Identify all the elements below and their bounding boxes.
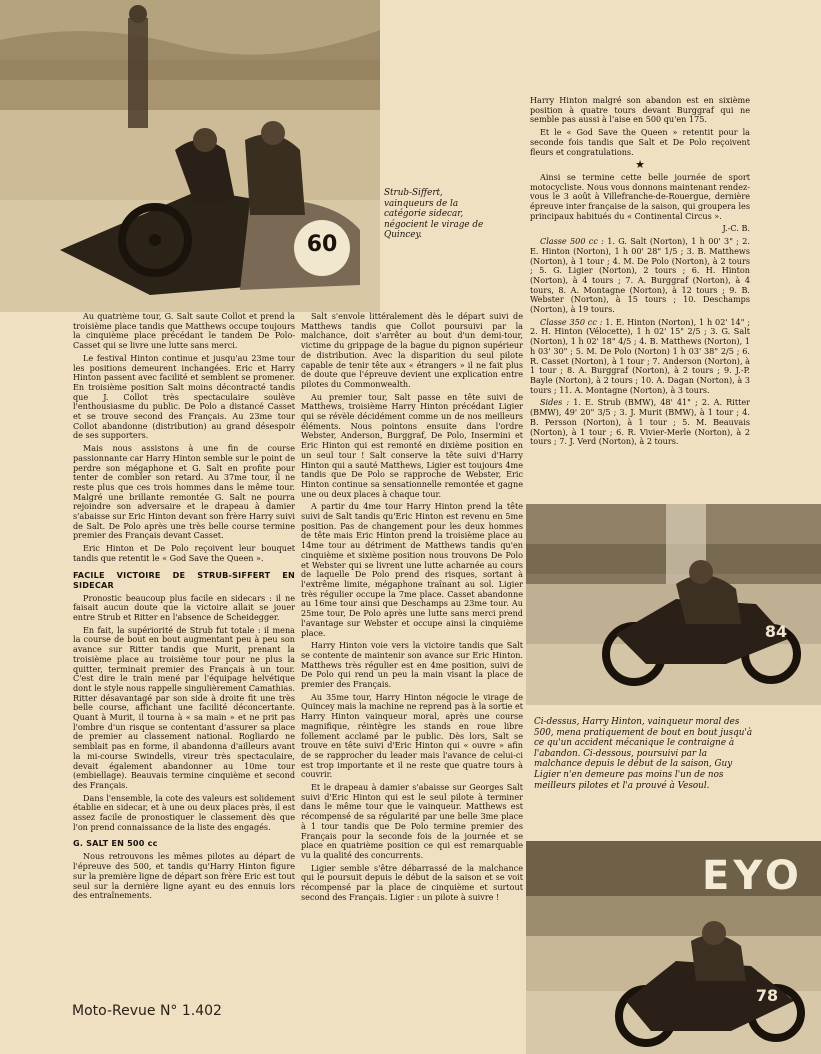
results-500cc (530, 237, 750, 315)
paragraph: Ainsi se termine cette belle journée de sport motocycliste. Nous vous donnons maintenant rendez-vous le 3 août à Villefranche-de-Rouergue, dernière épreuve inter française de la saison, qui groupera les principaux habitués du « Continental Circus ». (530, 171, 750, 221)
paragraph: Dans l'ensemble, la cote des valeurs est solidement établie en sidecar, et à une ou deux places près, il est assez facile de pronostiquer le classement dès que l'on prend connaissance de la liste des engagés. (73, 792, 295, 832)
article-column-2 (301, 312, 523, 1002)
hinton-ligier-caption: Ci-dessus, Harry Hinton, vainqueur moral des 500, mena pratiquement de bout en bout jusqu'à ce qu'un accident mécanique le contraigne à l'abandon. Ci-dessous, poursuivi par la malchance depuis le début de la saison, Guy Ligier n'en demeure pas moins l'un de nos meilleurs pilotes et l'a prouvé à Vesoul. (534, 717, 753, 791)
paragraph: Et le drapeau à damier s'abaisse sur Georges Salt suivi d'Eric Hinton qui est le seul pilote à terminer dans le même tour que le vainqueur. Matthews est récompensé de sa régularité par une belle 3me place à 1 tour tandis que De Polo termine premier des Français pour la seconde fois de la journée et se place en quatrième position ce qui est remarquable vu la qualité des concurrents. (301, 782, 523, 860)
hinton-number: 84 (764, 622, 788, 641)
paragraph: Au quatrième tour, G. Salt saute Collot et prend la troisième place tandis que Matthews occupe toujours la cinquième place précédant le tandem De Polo-Casset qui se livre une lutte sans merci. (73, 312, 295, 351)
paragraph: En fait, la supériorité de Strub fut totale : il mena la course de bout en bout augmentant peu à peu son avance sur Ritter tandis que Murit, prenant la troisième place au troisième tour pour ne plus la quitter, terminait premier des Français à un tour. C'est dire le train mené par l'équipage helvétique dont le style nous rappelle singulièrement Camathias. Ritter désavantagé par son side à droite fit une très belle course, affichant une facilité déconcertante. Quant à Murit, il tourna à « sa main » et ne prit pas l'ombre d'un risque se contentant d'assurer sa place de premier au classement national. Rogliardo ne semblait pas en forme, il abandonna d'ailleurs avant la mi-course Swindells, vireur très spectaculaire, devait également abandonner au 10me tour (embiellage). Beauvais termine cinquième et second des Français. (73, 624, 295, 790)
paragraph: Au 35me tour, Harry Hinton négocie le virage de Quincey mais la machine ne reprend pas à la sortie et Harry Hinton vainqueur moral, après une course magnifique, réintègre les stands en roue libre follement acclamé par le public. Dès lors, Salt se trouve en tête suivi d'Eric Hinton qui « ouvre » afin de se rapprocher du leader mais l'avance de celui-ci est trop importante et il ne reste que quatre tours à couvrir. (301, 691, 523, 780)
section-heading-500cc: G. SALT EN 500 cc (73, 838, 158, 849)
paragraph: Eric Hinton et De Polo reçoivent leur bouquet tandis que retentit le « God Save the Queen ». (73, 543, 295, 563)
results-class-label: Classe 500 cc : (540, 236, 604, 247)
sidecar-photo (0, 0, 380, 312)
section-heading-sidecar: FACILE VICTOIRE DE STRUB-SIFFERT EN SIDECAR (73, 569, 295, 590)
article-column-1 (73, 312, 295, 1000)
author-signature: J.-C. B. (722, 223, 750, 234)
paragraph: Et le « God Save the Queen » retentit pour la seconde fois tandis que Salt et De Polo reçoivent fleurs et congratulations. (530, 127, 750, 157)
paragraph: Le festival Hinton continue et jusqu'au 23me tour les positions demeurent inchangées. Eric et Harry Hinton passent avec facilité et semblent se promener. En troisième position Salt moins décontracté tandis que J. Collot très spectaculaire soulève l'enthousiasme du public. De Polo a distancé Casset et se trouve second des Français. Au 23me tour Collot abandonne (distribution) au grand désespoir de ses supporters. (73, 352, 295, 441)
hinton-photo (526, 504, 821, 705)
results-sides (530, 398, 750, 447)
paragraph: A partir du 4me tour Harry Hinton prend la tête suivi de Salt tandis qu'Eric Hinton est revenu en 5me position. Pas de changement pour les deux hommes de tête mais Eric Hinton prend la troisième place au 14me tour au détriment de Matthews tandis qu'en cinquième et sixième position nous trouvons De Polo et Webster qui se livrent une lutte acharnée au cours de laquelle De Polo prend des risques, sortant à l'extrême limite, mégaphone traînant au sol. Ligier très régulier occupe la 7me place. Casset abandonne au 16me tour ainsi que Deschamps au 23me tour. Au 25me tour, De Polo après une lutte sans merci prend l'avantage sur Webster et occupe ainsi la cinquième place. (301, 501, 523, 638)
results-class-label: Classe 350 cc : (540, 316, 603, 327)
paragraph: Salt s'envole littéralement dès le départ suivi de Matthews tandis que Collot poursuivi par la malchance, doit s'arrêter au bout d'un demi-tour, victime du grippage de la bague du pignon supérieur de distribution. Avec la disparition du seul pilote capable de tenir tête aux « étrangers » il ne fait plus de doute que l'épreuve devient une explication entre pilotes du Commonwealth. (301, 312, 523, 389)
results-text: 1. E. Hinton (Norton), 1 h 02' 14" ; 2. H. Hinton (Vélocette), 1 h 02' 15" 2/5 ; 3. G. Salt (Norton), 1 h 02' 18" 4/5 ; 4. B. Matthews (Norton), 1 h 03' 30" ; 5. M. De Polo (Norton) 1 h 03' 38" 2/5 ; 6. R. Casset (Norton), à 1 tour ; 7. Anderson (Norton), à 1 tour ; 8. A. Burggraf (Norton), à 2 tours ; 9. J.-P. Bayle (Norton), à 2 tours ; 10. A. Dagan (Norton), à 3 tours ; 11. A. Montagne (Norton), à 3 tours. (530, 316, 750, 395)
star-separator: ★ (635, 158, 645, 172)
paragraph: Mais nous assistons à une fin de course passionnante car Harry Hinton semble sur le point de perdre son mégaphone et G. Salt en profite pour tenter de combler son retard. Au 37me tour, il ne reste plus que ces trois hommes dans le même tour. Malgré une brillante remontée G. Salt ne pourra rejoindre son adversaire et le drapeau à damier s'abaisse sur Eric Hinton devant son frère Harry suivi de Salt. De Polo après une très belle course termine premier des Français devant Casset. (73, 443, 295, 541)
paragraph: Harry Hinton malgré son abandon est en sixième position à quatre tours devant Burggraf qui ne semble pas aussi à l'aise en 500 qu'en 175. (530, 96, 750, 125)
results-text: 1. G. Salt (Norton), 1 h 00' 3" ; 2. E. Hinton (Norton), 1 h 00' 28" 1/5 ; 3. B. Matthews (Norton), à 1 tour ; 4. M. De Polo (Norton), à 2 tours ; 5. G. Ligier (Norton), 2 tours ; 6. H. Hinton (Norton), à 4 tours ; 7. A. Burggraf (Norton), à 4 tours, 8. A. Montagne (Norton), à 12 tours ; 9. B. Webster (Norton), à 15 tours ; 10. Deschamps (Norton), à 19 tours. (530, 236, 750, 315)
ligier-photo (526, 841, 821, 1054)
paragraph: Nous retrouvons les mêmes pilotes au départ de l'épreuve des 500, et tandis qu'Harry Hinton figure sur la première ligne de départ son frère Eric est tout seul sur la dernière ligne ayant eu des ennuis lors des entraînements. (73, 851, 295, 901)
banner-text: EYO (702, 853, 803, 899)
page-footer: Moto-Revue N° 1.402 (72, 1003, 222, 1019)
paragraph: Harry Hinton voie vers la victoire tandis que Salt se contente de maintenir son avance sur Eric Hinton. Matthews très régulier est en 4me position, suivi de De Polo qui rend un peu la main visant la place de premier des Français. (301, 640, 523, 690)
results-class-label: Sides : (540, 397, 570, 408)
results-350cc (530, 318, 750, 396)
paragraph: Pronostic beaucoup plus facile en sidecars : il ne faisait aucun doute que la victoire allait se jouer entre Strub et Ritter en l'absence de Scheidegger. (73, 592, 295, 622)
paragraph: Au premier tour, Salt passe en tête suivi de Matthews, troisième Harry Hinton précédant Ligier qui se révèle décidément comme un de nos meilleurs éléments. Nous pointons ensuite dans l'ordre Webster, Anderson, Burggraf, De Polo, Insermini et Eric Hinton qui est remonté en dixième position en un seul tour ! Salt conserve la tête suivi d'Harry Hinton qui a sauté Matthews, Ligier est toujours 4me tandis que De Polo se rapproche de Webster, Eric Hinton continue sa sensationnelle remontée et gagne une ou deux places à chaque tour. (301, 391, 523, 499)
ligier-number: 78 (755, 986, 779, 1005)
results-text: 1. E. Strub (BMW), 48' 41" ; 2. A. Ritter (BMW), 49' 20" 3/5 ; 3. J. Murit (BMW), à 1 tour ; 4. B. Persson (Norton), à 1 tour ; 5. M. Beauvais (Norton), à 1 tour ; 6. R. Vivier-Merle (Norton), à 2 tours ; 7. J. Verd (Norton), à 2 tours. (530, 397, 750, 447)
paragraph: Ligier semble s'être débarrassé de la malchance qui le poursuit depuis le début de la saison et se voit récompensé par la place de cinquième et surtout second des Français. Ligier : un pilote à suivre ! (301, 862, 523, 902)
sidecar-number: 60 (306, 232, 338, 257)
article-column-3 (530, 96, 750, 498)
sidecar-caption: Strub-Siffert, vainqueurs de la catégorie sidecar, négocient le virage de Quincey. (384, 188, 484, 241)
